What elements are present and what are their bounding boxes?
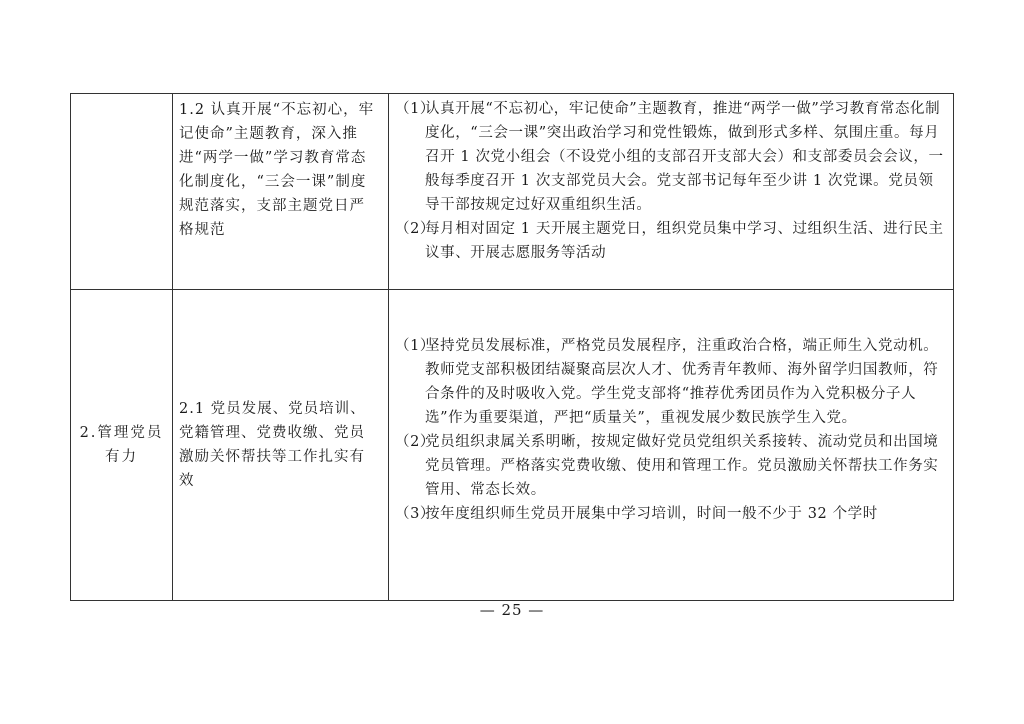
criteria-item	[395, 217, 947, 265]
criteria-item-number: （2）	[395, 434, 436, 450]
criteria-item	[395, 97, 947, 217]
indicator-number: 1.2	[179, 102, 206, 118]
table-row	[71, 290, 954, 601]
criteria-item-text: 党员组织隶属关系明晰，按规定做好党员党组织关系接转、流动党员和出国境党员管理。严格落实党费收缴、使用和管理工作。党员激励关怀帮扶工作务实管用、常态长效。	[425, 434, 939, 498]
criteria-item-text: 每月相对固定 1 天开展主题党日，组织党员集中学习、过组织生活、进行民主议事、开展志愿服务等活动	[425, 221, 944, 261]
criteria-item-number: （1）	[395, 101, 436, 117]
criteria-item-text: 认真开展“不忘初心，牢记使命”主题教育，推进“两学一做”学习教育常态化制度化，“三会一课”突出政治学习和党性锻炼，做到形式多样、氛围庄重。每月召开 1 次党小组会（不设党小组的支部召开支部大会）和支部委员会会议，一般每季度召开 1 次支部党员大会。党支部书记每年至少讲 1 次党课。党员领导干部按规定过好双重组织生活。	[425, 101, 944, 213]
criteria-cell	[389, 94, 954, 290]
criteria-cell	[389, 290, 954, 601]
indicator-body: 党员发展、党员培训、党籍管理、党费收缴、党员激励关怀帮扶等工作扎实有效	[179, 401, 366, 489]
indicator-text	[173, 94, 388, 242]
table-row	[71, 94, 954, 290]
category-cell	[71, 94, 173, 290]
criteria-item-number: （1）	[395, 338, 436, 354]
criteria-list	[389, 94, 953, 265]
criteria-item-number: （3）	[395, 506, 436, 522]
category-cell	[71, 290, 173, 601]
evaluation-table	[70, 93, 954, 601]
indicator-cell	[173, 290, 389, 601]
category-label: 2.管理党员有力	[79, 425, 164, 465]
criteria-item	[395, 502, 947, 526]
criteria-list	[389, 290, 953, 526]
criteria-item	[395, 334, 947, 430]
indicator-number: 2.1	[179, 401, 206, 417]
indicator-text	[173, 290, 388, 493]
criteria-item-text: 按年度组织师生党员开展集中学习培训，时间一般不少于 32 个学时	[425, 506, 878, 522]
criteria-item-number: （2）	[395, 221, 436, 237]
indicator-body: 认真开展“不忘初心，牢记使命”主题教育，深入推进“两学一做”学习教育常态化制度化，“三会一课”制度规范落实，支部主题党日严格规范	[179, 102, 375, 238]
criteria-item-text: 坚持党员发展标准，严格党员发展程序，注重政治合格，端正师生入党动机。教师党支部积极团结凝聚高层次人才、优秀青年教师、海外留学归国教师，符合条件的及时吸收入党。学生党支部将“推荐优秀团员作为入党积极分子人选”作为重要渠道，严把“质量关”，重视发展少数民族学生入党。	[425, 338, 939, 426]
page-number: — 25 —	[479, 601, 545, 619]
indicator-cell	[173, 94, 389, 290]
criteria-item	[395, 430, 947, 502]
